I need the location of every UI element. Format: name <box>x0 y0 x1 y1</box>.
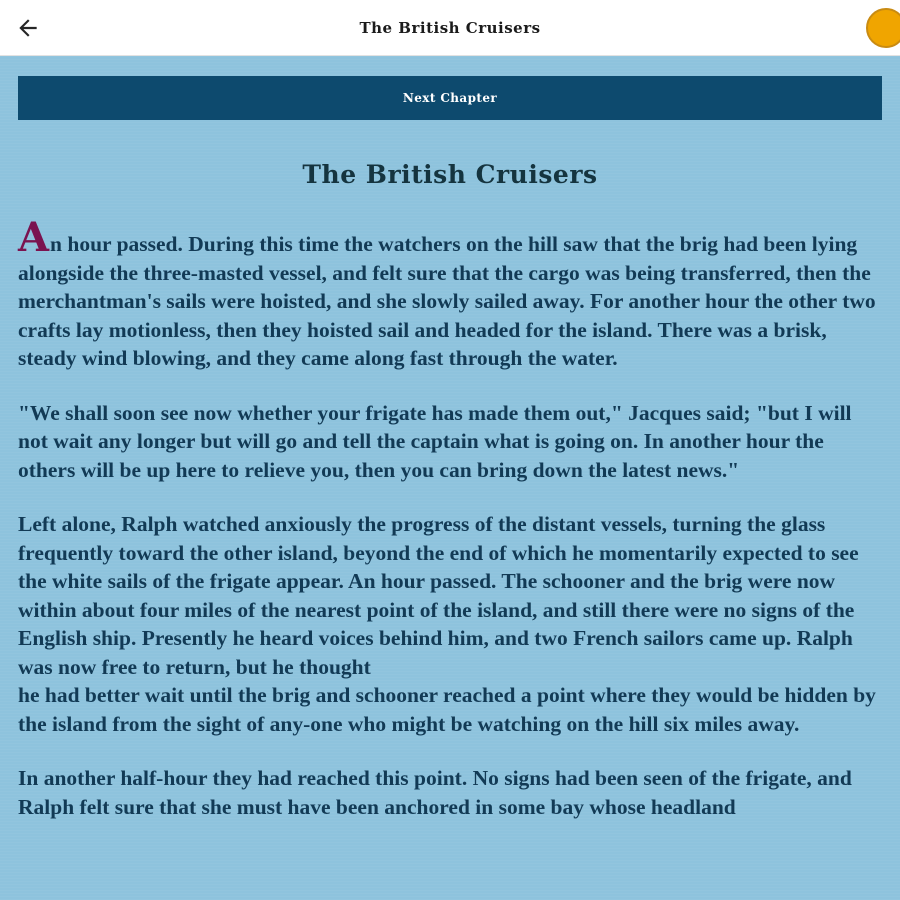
paragraph: An hour passed. During this time the watchers on the hill saw that the brig had been lying alongside the three-masted vessel, and felt sure that the cargo was being transferred, then the merchantman's sails were hoisted, and she slowly sailed away. For another hour the other two crafts lay motionless, then they hoisted sail and headed for the island. There was a brisk, steady wind blowing, and they came along fast through the water. <box>18 214 876 370</box>
paragraph: he had better wait until the brig and schooner reached a point where they would be hidden by the island from the sight of any-one who might be watching on the hill six miles away. <box>18 683 876 736</box>
app-bar <box>0 0 900 56</box>
paragraph: In another half-hour they had reached this point. No signs had been seen of the frigate, and Ralph felt sure that she must have been anchored in some bay whose headland <box>18 766 852 819</box>
paragraph: Left alone, Ralph watched anxiously the progress of the distant vessels, turning the glass frequently toward the other island, beyond the end of which he momentarily expected to see the white sails of the frigate appear. An hour passed. The schooner and the brig were now within about four miles of the nearest point of the island, and still there were no signs of the English ship. Presently he heard voices behind him, and two French sailors came up. Ralph was now free to return, but he thought <box>18 512 859 679</box>
back-button[interactable] <box>0 0 56 56</box>
page-title: The British Cruisers <box>359 18 541 37</box>
avatar[interactable] <box>866 8 900 48</box>
arrow-left-icon <box>15 15 41 41</box>
paragraph: "We shall soon see now whether your frigate has made them out," Jacques said; "but I will not wait any longer but will go and tell the captain what is going on. In another hour the others will be up here to relieve you, then you can bring down the latest news." <box>18 400 852 482</box>
chapter-heading: The British Cruisers <box>302 160 598 189</box>
reader-content <box>0 56 900 900</box>
next-chapter-button[interactable]: Next Chapter <box>18 76 882 120</box>
chapter-body <box>18 214 882 821</box>
